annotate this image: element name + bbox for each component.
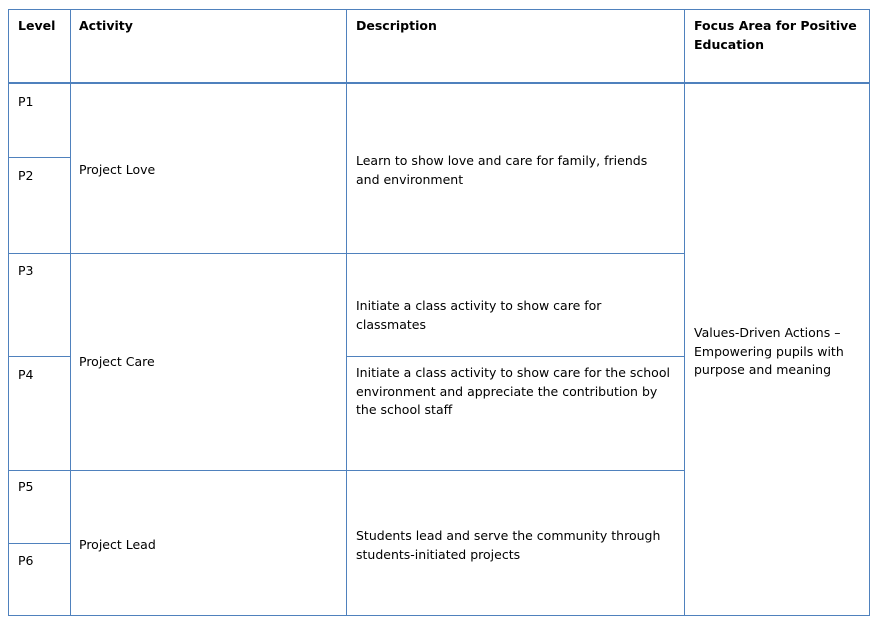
level-p1: P1 [18,94,34,109]
table-border-top [8,9,870,10]
column-divider [346,9,347,616]
row-divider [8,157,70,158]
header-activity: Activity [79,18,133,33]
table-border-left [8,9,9,616]
table-border-right [869,9,870,616]
level-p6: P6 [18,553,34,568]
activity-table [8,9,870,616]
header-description: Description [356,18,437,33]
activity-project-love: Project Love [79,162,156,177]
row-divider [8,253,684,254]
row-divider [346,356,684,357]
description-care-school: Initiate a class activity to show care for the school environment and appreciate the contribution by the school staff [356,365,670,417]
level-p5: P5 [18,479,34,494]
row-divider [8,470,684,471]
level-p4: P4 [18,367,34,382]
activity-project-lead: Project Lead [79,537,156,552]
level-p3: P3 [18,263,34,278]
description-care-classmates: Initiate a class activity to show care for classmates [356,298,602,332]
description-love: Learn to show love and care for family, friends and environment [356,153,648,187]
header-divider [8,82,870,84]
level-p2: P2 [18,168,34,183]
table-border-bottom [8,615,870,616]
description-lead: Students lead and serve the community through students-initiated projects [356,528,661,562]
column-divider [684,9,685,616]
row-divider [8,356,70,357]
header-level: Level [18,18,56,33]
row-divider [8,543,70,544]
header-focus-area: Focus Area for Positive Education [694,18,857,52]
activity-project-care: Project Care [79,354,155,369]
column-divider [70,9,71,616]
focus-area-text: Values-Driven Actions – Empowering pupils with purpose and meaning [694,325,844,377]
